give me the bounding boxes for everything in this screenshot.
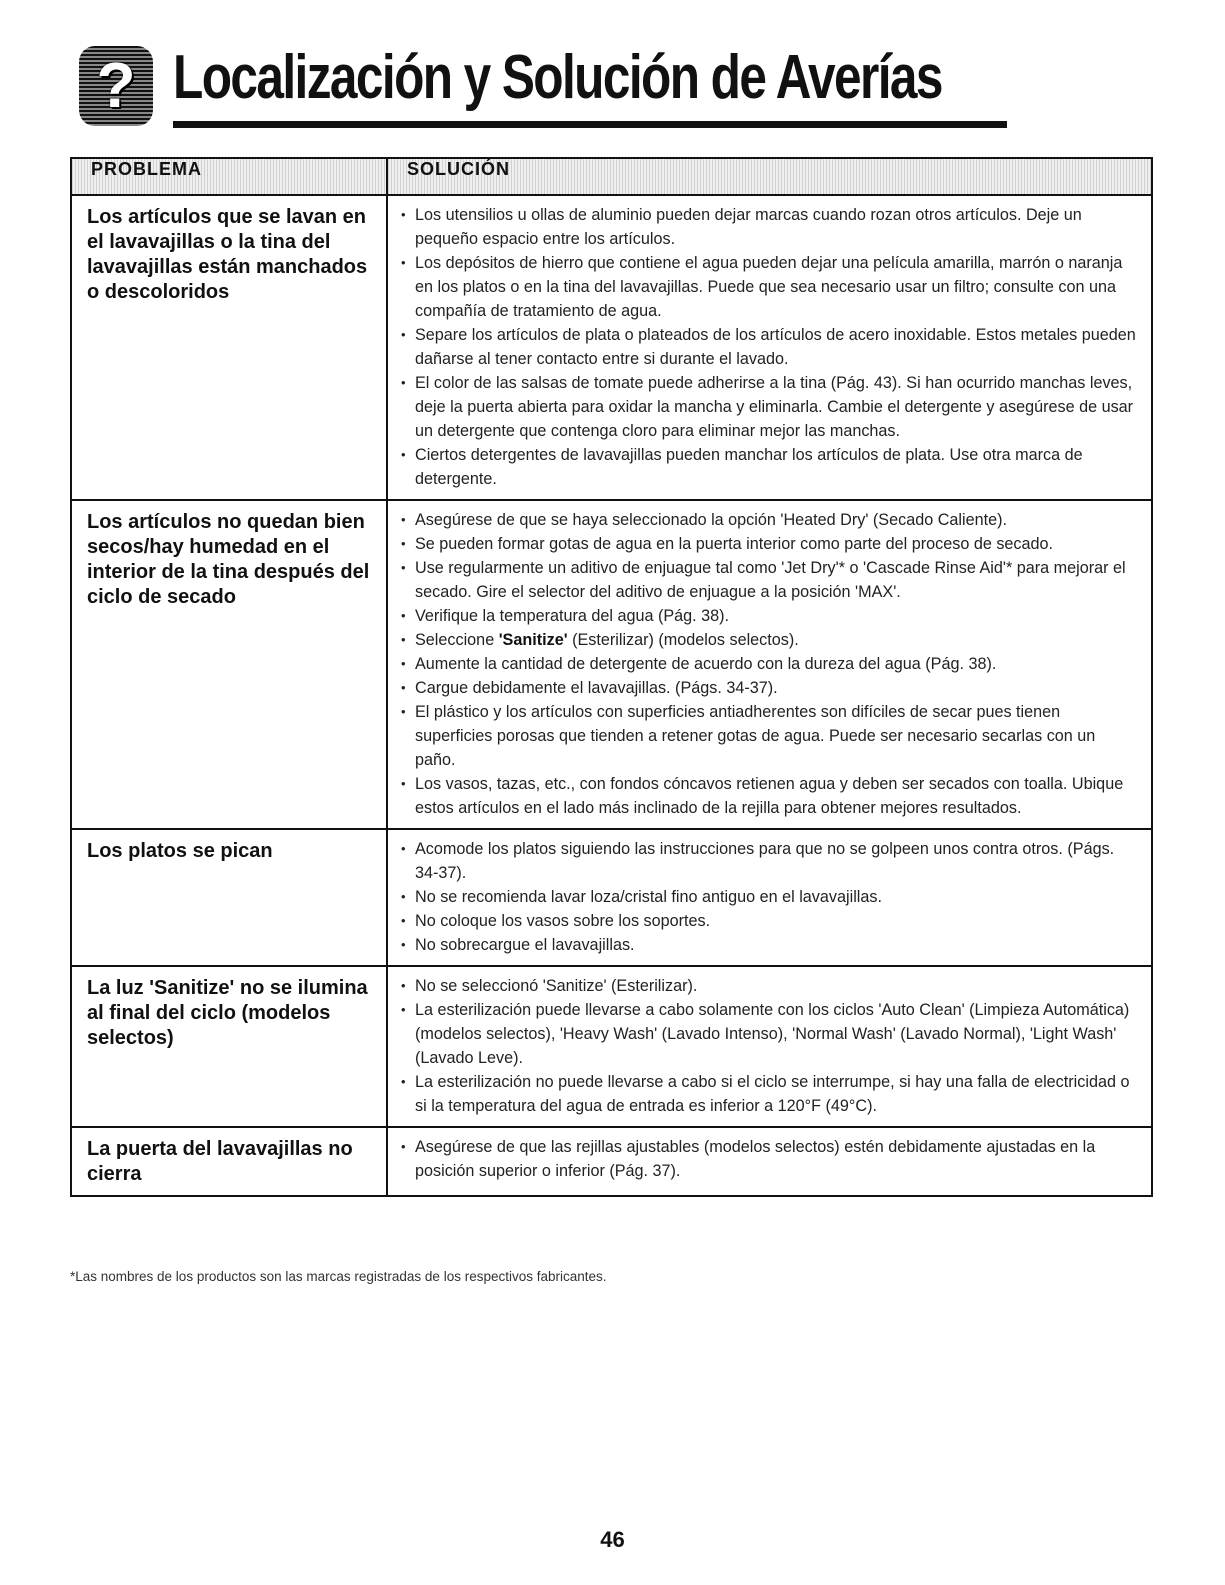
solution-text: Seleccione xyxy=(415,631,499,649)
problem-cell: Los artículos que se lavan en el lavavajillas o la tina del lavavajillas están manchados o descoloridos xyxy=(71,195,387,500)
table-row xyxy=(71,500,1152,829)
title-underline xyxy=(173,121,1007,128)
solution-cell xyxy=(387,829,1152,966)
problem-cell: La puerta del lavavajillas no cierra xyxy=(71,1127,387,1196)
table-body xyxy=(71,195,1152,1196)
page-number: 46 xyxy=(600,1527,625,1552)
solution-cell xyxy=(387,500,1152,829)
solution-item: • No coloque los vasos sobre los soportes. xyxy=(398,909,1139,933)
solution-item: • No sobrecargue el lavavajillas. xyxy=(398,933,1139,957)
table-row xyxy=(71,829,1152,966)
solution-item: • Acomode los platos siguiendo las instrucciones para que no se golpeen unos contra otros. (Págs. 34-37). xyxy=(398,837,1139,885)
question-mark-glyph: ? xyxy=(96,49,136,121)
table-row xyxy=(71,1127,1152,1196)
troubleshooting-table xyxy=(70,157,1153,1197)
problem-cell: La luz 'Sanitize' no se ilumina al final del ciclo (modelos selectos) xyxy=(71,966,387,1127)
solution-list xyxy=(398,508,1139,820)
solution-item xyxy=(398,628,1139,652)
table-row xyxy=(71,195,1152,500)
solution-item: • Separe los artículos de plata o plateados de los artículos de acero inoxidable. Estos metales pueden dañarse al tener contacto entre si durante el lavado. xyxy=(398,323,1139,371)
solution-item: • Asegúrese de que se haya seleccionado la opción 'Heated Dry' (Secado Caliente). xyxy=(398,508,1139,532)
solution-item: • Cargue debidamente el lavavajillas. (Págs. 34-37). xyxy=(398,676,1139,700)
solution-item: • Use regularmente un aditivo de enjuague tal como 'Jet Dry'* o 'Cascade Rinse Aid'* para mejorar el secado. Gire el selector del aditivo de enjuague a la posición 'MAX'. xyxy=(398,556,1139,604)
solution-item: • La esterilización no puede llevarse a cabo si el ciclo se interrumpe, si hay una falla de electricidad o si la temperatura del agua de entrada es inferior a 120°F (49°C). xyxy=(398,1070,1139,1118)
page-header xyxy=(79,38,942,130)
column-header-problem: PROBLEMA xyxy=(71,158,387,195)
solution-item: • Ciertos detergentes de lavavajillas pueden manchar los artículos de plata. Use otra marca de detergente. xyxy=(398,443,1139,491)
solution-item: • Los depósitos de hierro que contiene el agua pueden dejar una película amarilla, marrón o naranja en los platos o en la tina del lavavajillas. Puede que sea necesario usar un filtro; consulte con una compañía de tratamiento de agua. xyxy=(398,251,1139,323)
table-header-row xyxy=(71,158,1152,195)
solution-list xyxy=(398,837,1139,957)
solution-item: • Se pueden formar gotas de agua en la puerta interior como parte del proceso de secado. xyxy=(398,532,1139,556)
solution-list xyxy=(398,1135,1139,1183)
problem-cell: Los artículos no quedan bien secos/hay humedad en el interior de la tina después del ciclo de secado xyxy=(71,500,387,829)
solution-item: • Los vasos, tazas, etc., con fondos cóncavos retienen agua y deben ser secados con toalla. Ubique estos artículos en el lado más inclinado de la rejilla para obtener mejores resultados. xyxy=(398,772,1139,820)
solution-cell xyxy=(387,966,1152,1127)
solution-item: • No se seleccionó 'Sanitize' (Esterilizar). xyxy=(398,974,1139,998)
solution-cell xyxy=(387,1127,1152,1196)
question-mark-icon xyxy=(79,46,153,126)
page-title: Localización y Solución de Averías xyxy=(173,43,942,112)
table-row xyxy=(71,966,1152,1127)
solution-item: • El plástico y los artículos con superficies antiadherentes son difíciles de secar pues tienen superficies porosas que tienden a retener gotas de agua. Puede ser necesario secarlas con un paño. xyxy=(398,700,1139,772)
problem-cell: Los platos se pican xyxy=(71,829,387,966)
solution-item: • Asegúrese de que las rejillas ajustables (modelos selectos) estén debidamente ajustadas en la posición superior o inferior (Pág. 37). xyxy=(398,1135,1139,1183)
column-header-solution: SOLUCIÓN xyxy=(387,158,1152,195)
solution-item: • No se recomienda lavar loza/cristal fino antiguo en el lavavajillas. xyxy=(398,885,1139,909)
solution-item: • Aumente la cantidad de detergente de acuerdo con la dureza del agua (Pág. 38). xyxy=(398,652,1139,676)
solution-item: • El color de las salsas de tomate puede adherirse a la tina (Pág. 43). Si han ocurrido manchas leves, deje la puerta abierta para oxidar la mancha y eliminarla. Cambie el detergente y asegúrese de usar un detergente que contenga cloro para eliminar mejor las manchas. xyxy=(398,371,1139,443)
solution-list xyxy=(398,974,1139,1118)
solution-emphasis: 'Sanitize' xyxy=(498,631,568,649)
solution-item: • Verifique la temperatura del agua (Pág. 38). xyxy=(398,604,1139,628)
solution-text: (Esterilizar) (modelos selectos). xyxy=(567,631,799,649)
footnote: *Las nombres de los productos son las marcas registradas de los respectivos fabricantes. xyxy=(70,1269,607,1284)
solution-item: • Los utensilios u ollas de aluminio pueden dejar marcas cuando rozan otros artículos. Deje un pequeño espacio entre los artículos. xyxy=(398,203,1139,251)
solution-list xyxy=(398,203,1139,491)
solution-item: • La esterilización puede llevarse a cabo solamente con los ciclos 'Auto Clean' (Limpieza Automática) (modelos selectos), 'Heavy Wash' (Lavado Intenso), 'Normal Wash' (Lavado Normal), 'Light Wash' (Lavado Leve). xyxy=(398,998,1139,1070)
solution-cell xyxy=(387,195,1152,500)
